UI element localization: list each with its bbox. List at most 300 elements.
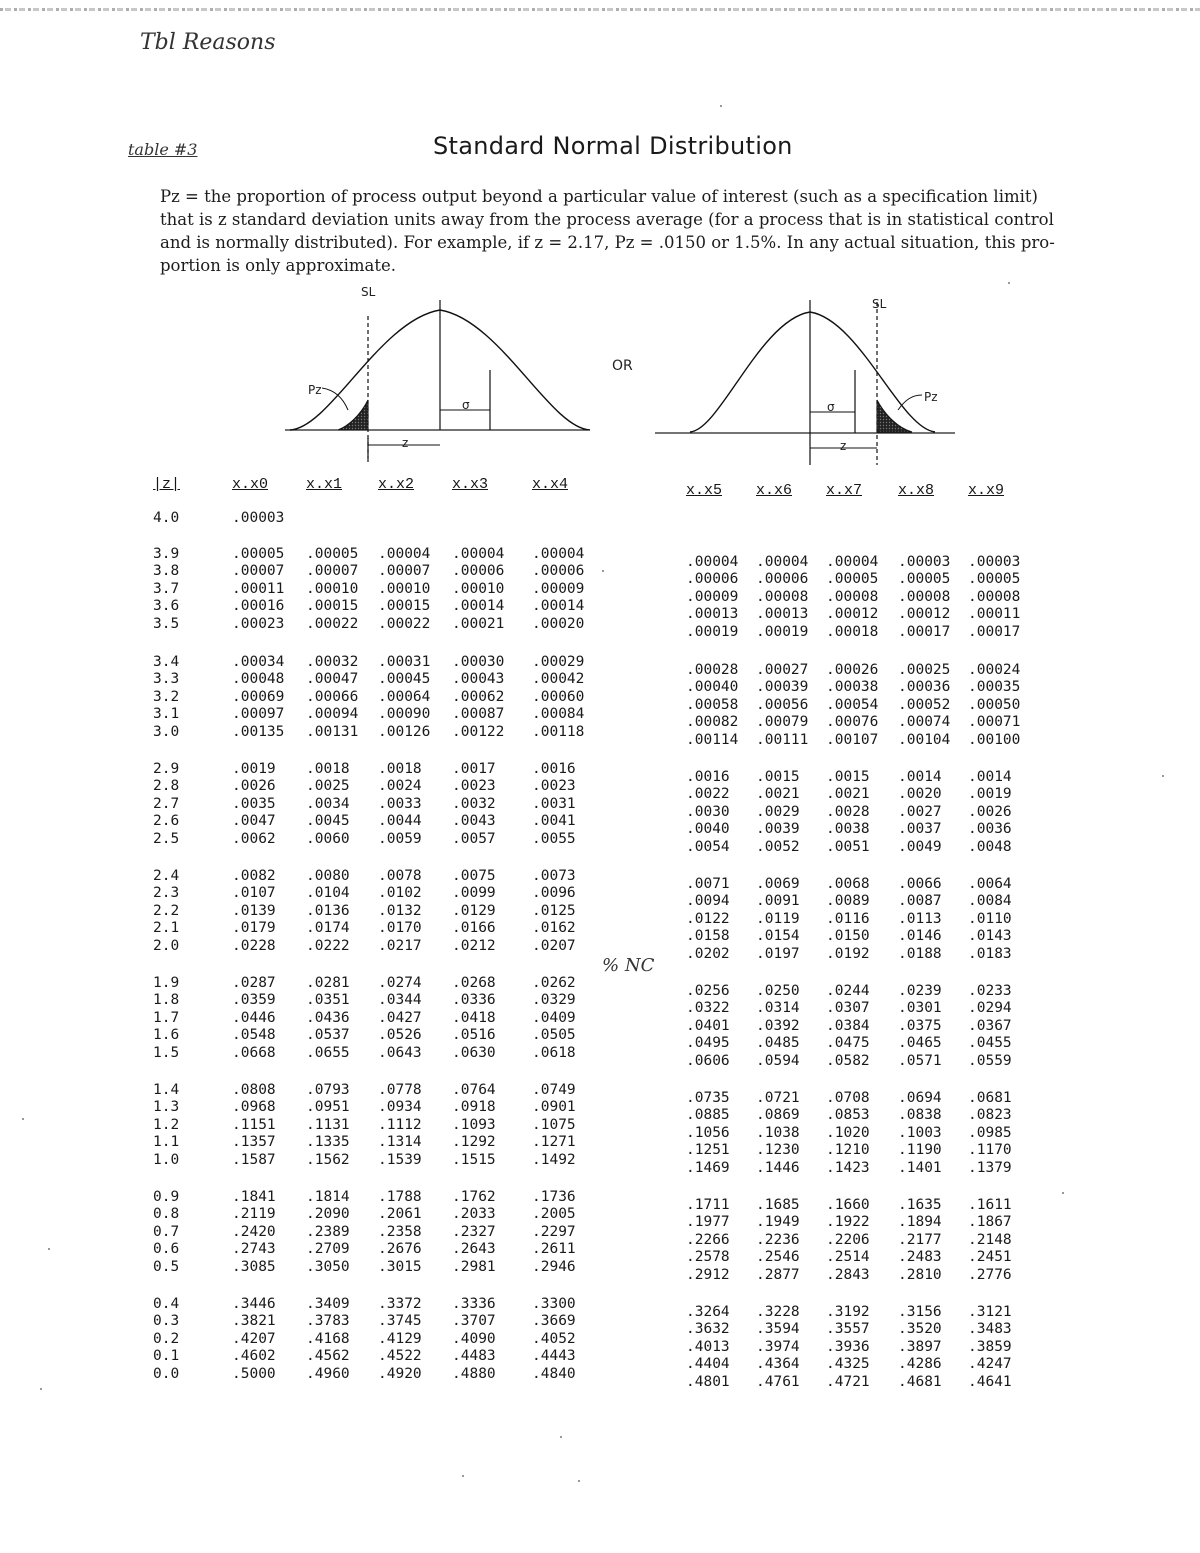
table-cell: .00009 — [532, 580, 585, 597]
table-cell: .0262 — [532, 975, 576, 991]
table-cell: .4168 — [306, 1330, 350, 1347]
table-cell: .0048 — [968, 838, 1012, 855]
pz-label-left: Pz — [308, 383, 322, 397]
table-cell: .0314 — [756, 1000, 800, 1017]
table-cell: .1762 — [452, 1189, 496, 1205]
table-cell: .2578 — [686, 1249, 730, 1266]
table-cell: .0107 — [232, 885, 276, 902]
table-cell: .0132 — [378, 902, 422, 919]
table-cell: .3745 — [378, 1313, 422, 1330]
table-cell: .00006 — [756, 571, 809, 588]
table-cell: .00013 — [756, 606, 809, 623]
table-cell: .4404 — [686, 1356, 730, 1373]
table-cell: .0228 — [232, 937, 276, 954]
table-cell: .2546 — [756, 1249, 800, 1266]
table-cell: .00004 — [532, 546, 585, 562]
z-value: 0.3 — [153, 1313, 180, 1330]
table-cell: .1335 — [306, 1134, 350, 1151]
z-value: 1.1 — [153, 1134, 180, 1151]
table-cell: .1492 — [532, 1151, 576, 1168]
table-cell: .00010 — [378, 580, 431, 597]
table-cell: .0054 — [686, 838, 730, 855]
table-cell: .2420 — [232, 1223, 276, 1240]
table-cell: .0455 — [968, 1035, 1012, 1052]
table-cell: .0055 — [532, 830, 576, 847]
table-cell: .1515 — [452, 1151, 496, 1168]
table-cell: .1469 — [686, 1159, 730, 1176]
table-cell: .1949 — [756, 1214, 800, 1231]
z-value: 2.4 — [153, 868, 180, 884]
table-cell: .0029 — [756, 803, 800, 820]
table-cell: .0436 — [306, 1009, 350, 1026]
table-cell: .0031 — [532, 795, 576, 812]
table-cell: .3156 — [898, 1304, 942, 1320]
table-cell: .0035 — [232, 795, 276, 812]
sl-label-left: SL — [361, 285, 376, 299]
table-cell: .1190 — [898, 1142, 942, 1159]
table-cell: .0136 — [306, 902, 350, 919]
table-cell: .00005 — [968, 571, 1021, 588]
table-cell: .2981 — [452, 1258, 496, 1275]
table-cell: .0418 — [452, 1009, 496, 1026]
table-cell: .0934 — [378, 1099, 422, 1116]
z-column-header: |z| — [153, 476, 181, 493]
column-header: x.x4 — [532, 476, 569, 493]
table-cell: .0594 — [756, 1052, 800, 1069]
z-value: 1.0 — [153, 1151, 180, 1168]
table-cell: .00024 — [968, 662, 1021, 678]
table-cell: .00118 — [532, 723, 585, 740]
table-cell: .2061 — [378, 1206, 422, 1223]
table-cell: .0250 — [756, 983, 800, 999]
table-cell: .0985 — [968, 1124, 1012, 1141]
table-cell: .0139 — [232, 902, 276, 919]
table-cell: .00074 — [898, 714, 951, 731]
table-cell: .2358 — [378, 1223, 422, 1240]
intro-line-2: that is z standard deviation units away from the process average (for a process that is in statistical control — [160, 210, 1054, 229]
table-cell: .00008 — [968, 588, 1021, 605]
table-cell: .3192 — [826, 1304, 870, 1320]
table-cell: .00017 — [898, 623, 951, 640]
table-cell: .00003 — [232, 510, 285, 526]
table-cell: .4247 — [968, 1356, 1012, 1373]
table-cell: .0668 — [232, 1044, 276, 1061]
table-cell: .2743 — [232, 1241, 276, 1258]
table-cell: .00054 — [826, 696, 879, 713]
table-cell: .4562 — [306, 1348, 350, 1365]
table-cell: .00015 — [378, 598, 431, 615]
table-cell: .00006 — [532, 563, 585, 580]
table-cell: .00009 — [686, 588, 739, 605]
table-cell: .1401 — [898, 1159, 942, 1176]
table-cell: .0244 — [826, 983, 870, 999]
table-cell: .0268 — [452, 975, 496, 991]
table-cell: .1423 — [826, 1159, 870, 1176]
table-cell: .00011 — [968, 606, 1021, 623]
table-cell: .0023 — [452, 778, 496, 795]
table-cell: .2266 — [686, 1231, 730, 1248]
table-cell: .00104 — [898, 731, 951, 748]
table-cell: .3974 — [756, 1338, 800, 1355]
margin-note-percent-nc: % NC — [602, 955, 655, 976]
table-cell: .0485 — [756, 1035, 800, 1052]
table-cell: .2119 — [232, 1206, 276, 1223]
table-cell: .00012 — [898, 606, 951, 623]
table-cell: .00021 — [452, 615, 505, 632]
table-cell: .4761 — [756, 1373, 800, 1390]
table-cell: .0014 — [968, 769, 1012, 785]
table-cell: .0823 — [968, 1107, 1012, 1124]
table-cell: .0351 — [306, 992, 350, 1009]
table-cell: .1635 — [898, 1197, 942, 1213]
table-cell: .3483 — [968, 1321, 1012, 1338]
table-cell: .0179 — [232, 920, 276, 937]
table-cell: .00007 — [378, 563, 431, 580]
table-cell: .1660 — [826, 1197, 870, 1213]
table-cell: .1292 — [452, 1134, 496, 1151]
table-cell: .0020 — [898, 786, 942, 803]
table-cell: .0281 — [306, 975, 350, 991]
table-cell: .0367 — [968, 1017, 1012, 1034]
table-cell: .0170 — [378, 920, 422, 937]
table-cell: .00010 — [306, 580, 359, 597]
table-cell: .00071 — [968, 714, 1021, 731]
z-value: 2.0 — [153, 937, 180, 954]
table-cell: .0028 — [826, 803, 870, 820]
z-label-left: z — [402, 436, 409, 450]
table-cell: .0094 — [686, 893, 730, 910]
table-cell: .00084 — [532, 706, 585, 723]
z-value: 3.3 — [153, 671, 180, 688]
table-cell: .3015 — [378, 1258, 422, 1275]
table-cell: .00048 — [232, 671, 285, 688]
table-cell: .1379 — [968, 1159, 1012, 1176]
z-value: 3.4 — [153, 654, 180, 670]
table-cell: .1922 — [826, 1214, 870, 1231]
table-cell: .0045 — [306, 813, 350, 830]
table-cell: .0582 — [826, 1052, 870, 1069]
table-cell: .00064 — [378, 688, 431, 705]
sigma-label-right: σ — [827, 400, 835, 414]
table-cell: .0026 — [968, 803, 1012, 820]
table-cell: .00020 — [532, 615, 585, 632]
table-cell: .00097 — [232, 706, 285, 723]
table-cell: .0099 — [452, 885, 496, 902]
table-cell: .00039 — [756, 679, 809, 696]
table-cell: .0129 — [452, 902, 496, 919]
table-cell: .0122 — [686, 910, 730, 927]
table-cell: .00027 — [756, 662, 809, 678]
table-cell: .00038 — [826, 679, 879, 696]
table-cell: .0655 — [306, 1044, 350, 1061]
table-cell: .00005 — [826, 571, 879, 588]
table-cell: .00014 — [452, 598, 505, 615]
table-cell: .0027 — [898, 803, 942, 820]
table-cell: .3594 — [756, 1321, 800, 1338]
table-cell: .0150 — [826, 928, 870, 945]
table-cell: .00005 — [898, 571, 951, 588]
table-cell: .1977 — [686, 1214, 730, 1231]
z-value: 0.6 — [153, 1241, 180, 1258]
table-cell: .4286 — [898, 1356, 942, 1373]
table-cell: .00010 — [452, 580, 505, 597]
table-cell: .4721 — [826, 1373, 870, 1390]
z-value: 2.1 — [153, 920, 180, 937]
table-cell: .0089 — [826, 893, 870, 910]
table-cell: .1251 — [686, 1142, 730, 1159]
table-cell: .0336 — [452, 992, 496, 1009]
table-cell: .00008 — [826, 588, 879, 605]
table-cell: .0016 — [532, 761, 576, 777]
table-cell: .0838 — [898, 1107, 942, 1124]
table-cell: .0039 — [756, 821, 800, 838]
table-cell: .0034 — [306, 795, 350, 812]
table-cell: .0212 — [452, 937, 496, 954]
table-cell: .0901 — [532, 1099, 576, 1116]
table-cell: .0793 — [306, 1082, 350, 1098]
table-cell: .0032 — [452, 795, 496, 812]
z-value: 0.8 — [153, 1206, 180, 1223]
z-value: 1.6 — [153, 1027, 180, 1044]
table-cell: .00045 — [378, 671, 431, 688]
table-cell: .0080 — [306, 868, 350, 884]
table-cell: .2843 — [826, 1266, 870, 1283]
table-cell: .0329 — [532, 992, 576, 1009]
table-cell: .00122 — [452, 723, 505, 740]
table-cell: .0918 — [452, 1099, 496, 1116]
table-cell: .2090 — [306, 1206, 350, 1223]
table-cell: .0015 — [826, 769, 870, 785]
table-cell: .0885 — [686, 1107, 730, 1124]
table-cell: .3121 — [968, 1304, 1012, 1320]
table-cell: .4681 — [898, 1373, 942, 1390]
table-cell: .2709 — [306, 1241, 350, 1258]
table-cell: .0075 — [452, 868, 496, 884]
table-cell: .2810 — [898, 1266, 942, 1283]
z-value: 0.4 — [153, 1296, 180, 1312]
table-cell: .1841 — [232, 1189, 276, 1205]
table-cell: .0166 — [452, 920, 496, 937]
table-cell: .0019 — [968, 786, 1012, 803]
table-cell: .0110 — [968, 910, 1012, 927]
table-cell: .0808 — [232, 1082, 276, 1098]
table-cell: .4443 — [532, 1348, 576, 1365]
table-cell: .0066 — [898, 876, 942, 892]
table-cell: .0024 — [378, 778, 422, 795]
table-cell: .4801 — [686, 1373, 730, 1390]
table-cell: .4207 — [232, 1330, 276, 1347]
table-cell: .00028 — [686, 662, 739, 678]
table-cell: .0162 — [532, 920, 576, 937]
right-distribution-curve — [655, 300, 955, 465]
table-cell: .0023 — [532, 778, 576, 795]
table-cell: .0708 — [826, 1090, 870, 1106]
table-cell: .0465 — [898, 1035, 942, 1052]
table-cell: .3520 — [898, 1321, 942, 1338]
table-cell: .00126 — [378, 723, 431, 740]
z-value: 3.6 — [153, 598, 180, 615]
table-cell: .0307 — [826, 1000, 870, 1017]
z-value: 1.3 — [153, 1099, 180, 1116]
table-cell: .00087 — [452, 706, 505, 723]
table-cell: .00004 — [826, 554, 879, 570]
table-cell: .4090 — [452, 1330, 496, 1347]
table-cell: .4483 — [452, 1348, 496, 1365]
table-cell: .0537 — [306, 1027, 350, 1044]
table-cell: .0060 — [306, 830, 350, 847]
table-cell: .1357 — [232, 1134, 276, 1151]
handwritten-note-top: Tbl Reasons — [140, 30, 276, 55]
table-cell: .1788 — [378, 1189, 422, 1205]
table-cell: .2946 — [532, 1258, 576, 1275]
table-cell: .00131 — [306, 723, 359, 740]
z-value: 3.7 — [153, 580, 180, 597]
table-cell: .0409 — [532, 1009, 576, 1026]
table-cell: .0084 — [968, 893, 1012, 910]
table-cell: .0853 — [826, 1107, 870, 1124]
table-cell: .0052 — [756, 838, 800, 855]
table-cell: .0735 — [686, 1090, 730, 1106]
table-cell: .4960 — [306, 1365, 350, 1382]
table-cell: .1075 — [532, 1116, 576, 1133]
table-cell: .00034 — [232, 654, 285, 670]
table-cell: .1685 — [756, 1197, 800, 1213]
table-cell: .0294 — [968, 1000, 1012, 1017]
table-cell: .00019 — [686, 623, 739, 640]
sigma-label-left: σ — [462, 398, 470, 412]
table-cell: .1151 — [232, 1116, 276, 1133]
z-value: 0.5 — [153, 1258, 180, 1275]
table-cell: .0146 — [898, 928, 942, 945]
table-cell: .0968 — [232, 1099, 276, 1116]
table-cell: .3632 — [686, 1321, 730, 1338]
table-cell: .0069 — [756, 876, 800, 892]
table-cell: .2148 — [968, 1231, 1012, 1248]
table-cell: .3897 — [898, 1338, 942, 1355]
page-title: Standard Normal Distribution — [433, 132, 793, 160]
table-cell: .00018 — [826, 623, 879, 640]
table-cell: .0015 — [756, 769, 800, 785]
table-cell: .1736 — [532, 1189, 576, 1205]
table-cell: .00004 — [756, 554, 809, 570]
table-cell: .2177 — [898, 1231, 942, 1248]
table-cell: .2206 — [826, 1231, 870, 1248]
intro-line-3: and is normally distributed). For example, if z = 2.17, Pz = .0150 or 1.5%. In any actual situation, this pro- — [160, 233, 1055, 252]
table-cell: .00090 — [378, 706, 431, 723]
table-cell: .2643 — [452, 1241, 496, 1258]
z-value: 0.2 — [153, 1330, 180, 1347]
table-cell: .1611 — [968, 1197, 1012, 1213]
table-cell: .0764 — [452, 1082, 496, 1098]
table-cell: .0064 — [968, 876, 1012, 892]
table-cell: .00032 — [306, 654, 359, 670]
table-cell: .00079 — [756, 714, 809, 731]
table-cell: .0018 — [306, 761, 350, 777]
z-value: 0.7 — [153, 1223, 180, 1240]
table-cell: .0113 — [898, 910, 942, 927]
table-cell: .0040 — [686, 821, 730, 838]
table-cell: .1170 — [968, 1142, 1012, 1159]
table-cell: .00007 — [306, 563, 359, 580]
table-cell: .0217 — [378, 937, 422, 954]
z-value: 2.8 — [153, 778, 180, 795]
table-cell: .0197 — [756, 945, 800, 962]
table-cell: .3446 — [232, 1296, 276, 1312]
table-cell: .0174 — [306, 920, 350, 937]
table-cell: .2676 — [378, 1241, 422, 1258]
table-cell: .0049 — [898, 838, 942, 855]
table-cell: .00016 — [232, 598, 285, 615]
table-cell: .1894 — [898, 1214, 942, 1231]
z-value: 2.3 — [153, 885, 180, 902]
table-cell: .1271 — [532, 1134, 576, 1151]
table-cell: .0041 — [532, 813, 576, 830]
pz-label-right: Pz — [924, 390, 938, 404]
table-cell: .00082 — [686, 714, 739, 731]
table-cell: .0384 — [826, 1017, 870, 1034]
table-cell: .00100 — [968, 731, 1021, 748]
table-cell: .2033 — [452, 1206, 496, 1223]
table-cell: .0401 — [686, 1017, 730, 1034]
z-value: 2.5 — [153, 830, 180, 847]
table-cell: .0681 — [968, 1090, 1012, 1106]
table-cell: .00076 — [826, 714, 879, 731]
z-value: 4.0 — [153, 510, 180, 526]
table-cell: .1711 — [686, 1197, 730, 1213]
z-value: 3.0 — [153, 723, 180, 740]
or-label: OR — [612, 358, 633, 374]
table-cell: .0207 — [532, 937, 576, 954]
table-cell: .3085 — [232, 1258, 276, 1275]
table-cell: .0078 — [378, 868, 422, 884]
z-value: 2.2 — [153, 902, 180, 919]
table-cell: .0951 — [306, 1099, 350, 1116]
intro-line-1: Pz = the proportion of process output beyond a particular value of interest (such as a specification limit) — [160, 187, 1038, 206]
table-cell: .00094 — [306, 706, 359, 723]
table-cell: .00036 — [898, 679, 951, 696]
table-cell: .0505 — [532, 1027, 576, 1044]
table-cell: .2514 — [826, 1249, 870, 1266]
table-cell: .4364 — [756, 1356, 800, 1373]
column-header: x.x5 — [686, 482, 723, 499]
table-cell: .1210 — [826, 1142, 870, 1159]
table-cell: .4013 — [686, 1338, 730, 1355]
table-cell: .00008 — [756, 588, 809, 605]
table-cell: .1314 — [378, 1134, 422, 1151]
table-cell: .0043 — [452, 813, 496, 830]
table-cell: .0392 — [756, 1017, 800, 1034]
table-cell: .4920 — [378, 1365, 422, 1382]
table-cell: .0183 — [968, 945, 1012, 962]
column-header: x.x7 — [826, 482, 863, 499]
table-cell: .0018 — [378, 761, 422, 777]
z-value: 2.9 — [153, 761, 180, 777]
table-cell: .4880 — [452, 1365, 496, 1382]
table-cell: .1587 — [232, 1151, 276, 1168]
table-cell: .00058 — [686, 696, 739, 713]
table-cell: .0548 — [232, 1027, 276, 1044]
table-cell: .4522 — [378, 1348, 422, 1365]
table-cell: .00025 — [898, 662, 951, 678]
table-cell: .0233 — [968, 983, 1012, 999]
table-cell: .0102 — [378, 885, 422, 902]
table-cell: .0158 — [686, 928, 730, 945]
table-cell: .0036 — [968, 821, 1012, 838]
z-value: 1.9 — [153, 975, 180, 991]
table-cell: .0021 — [826, 786, 870, 803]
table-cell: .1056 — [686, 1124, 730, 1141]
table-cell: .0301 — [898, 1000, 942, 1017]
